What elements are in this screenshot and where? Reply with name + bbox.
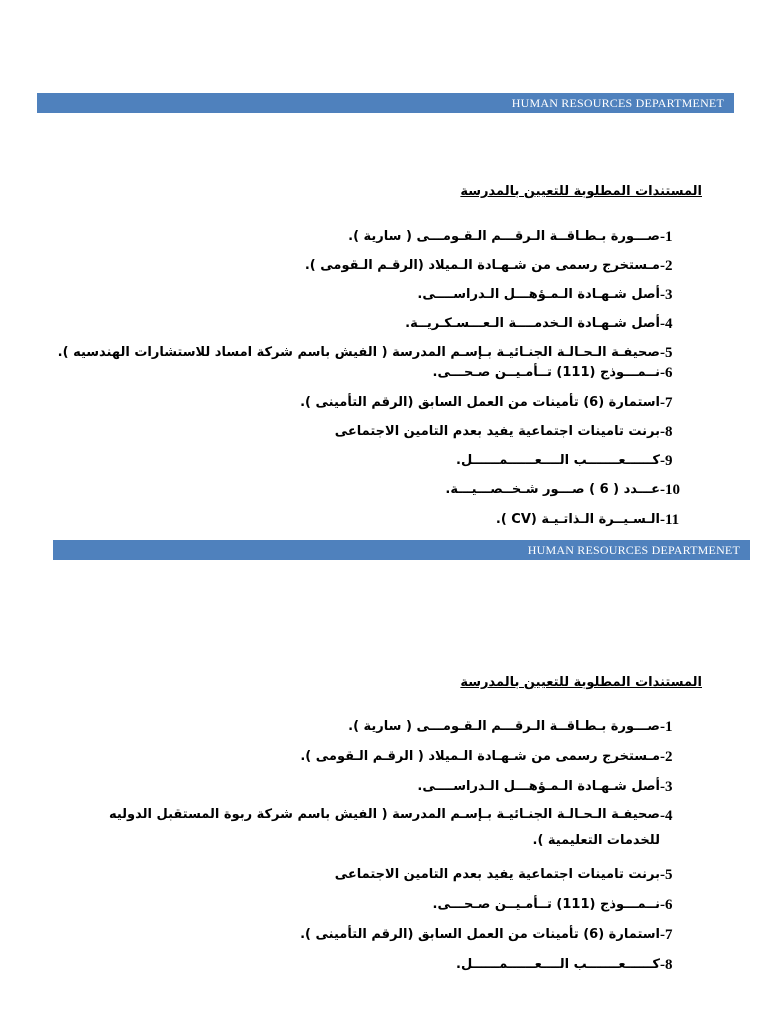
item-text: برنت تامينات اجتماعية يفيد بعدم التامين الاجتماعى — [334, 867, 660, 882]
item-number: -7 — [660, 395, 673, 411]
item-text: كــــــعـــــــب الــــعــــــمــــــل. — [456, 957, 660, 972]
list-item — [0, 424, 768, 444]
list-item — [0, 897, 768, 917]
department-header-banner: HUMAN RESOURCES DEPARTMENET — [37, 93, 734, 113]
item-number: -11 — [660, 512, 680, 528]
item-number: -10 — [660, 482, 680, 498]
list-item — [0, 802, 768, 858]
list-item — [0, 316, 768, 336]
list-item — [0, 395, 768, 415]
item-number: -6 — [660, 365, 673, 381]
list-item — [0, 365, 768, 385]
item-text: صحيفـة الـحـالـة الجنـائيـة بـإسـم المدرسة ( الفيش باسم شركة امساد للاستشارات الهندسيه ). — [57, 345, 660, 360]
item-number: -1 — [660, 229, 673, 245]
department-header-banner: HUMAN RESOURCES DEPARTMENET — [53, 540, 750, 560]
item-number: -1 — [660, 719, 673, 735]
list-item — [0, 719, 768, 739]
item-number: -2 — [660, 258, 673, 274]
item-text: صـــورة بـطـاقــة الـرقـــم الـقـومـــى ( سارية ). — [348, 719, 660, 734]
item-text: نــمـــوذج (111) تــأمـيــن صـحـــى. — [432, 365, 660, 380]
list-item — [0, 957, 768, 977]
item-number: -7 — [660, 927, 673, 943]
item-text: الـسـيــرة الـذاتـيـة (CV ). — [495, 512, 660, 527]
item-text: نــمـــوذج (111) تــأمـيــن صـحـــى. — [432, 897, 660, 912]
item-number: -9 — [660, 453, 673, 469]
list-item — [0, 867, 768, 887]
item-text: أصل شـهـادة الـخدمــــة الـعـــسـكـريــة. — [405, 316, 660, 331]
item-number: -3 — [660, 779, 673, 795]
item-text: كــــــعـــــــب الــــعــــــمــــــل. — [456, 453, 660, 468]
list-item — [0, 258, 768, 278]
item-text: صحيفـة الـحـالـة الجنـائيـة بـإسـم المدرسة ( الفيش باسم شركة ربوة المستقبل الدوليه للخدمات التعليمية ). — [108, 807, 660, 848]
item-text: استمارة (6) تأمينات من العمل السابق (الرقم التأمينى ). — [300, 395, 660, 410]
list-item — [0, 287, 768, 307]
list-item — [0, 749, 768, 769]
item-number: -2 — [660, 749, 673, 765]
item-text: أصل شـهـادة الـمـؤهـــل الـدراســــى. — [417, 779, 660, 794]
list-item — [0, 229, 768, 249]
item-text: مـستخرج رسمى من شـهـادة الـميلاد ( الرقـم الـقومى ). — [300, 749, 660, 764]
list-item — [0, 453, 768, 473]
list-item — [0, 512, 768, 532]
item-number: -8 — [660, 424, 673, 440]
list-item — [0, 779, 768, 799]
list-item — [0, 927, 768, 947]
item-number: -6 — [660, 897, 673, 913]
item-number: -8 — [660, 957, 673, 973]
item-number: -5 — [660, 867, 673, 883]
list-item — [0, 482, 768, 502]
section-title: المستندات المطلوبة للتعيين بالمدرسة — [460, 675, 702, 690]
item-number: -3 — [660, 287, 673, 303]
item-text: استمارة (6) تأمينات من العمل السابق (الرقم التأمينى ). — [300, 927, 660, 942]
item-number: -4 — [660, 808, 673, 824]
item-text: عـــدد ( 6 ) صـــور شـخــصـــيـــة. — [445, 482, 660, 497]
section-title: المستندات المطلوبة للتعيين بالمدرسة — [460, 184, 702, 199]
item-text: أصل شـهـادة الـمـؤهـــل الـدراســــى. — [417, 287, 660, 302]
list-item — [0, 345, 768, 365]
item-text: برنت تامينات اجتماعية يفيد بعدم التامين الاجتماعى — [334, 424, 660, 439]
item-text: مـستخرج رسمى من شـهـادة الـميلاد (الرقـم الـقومى ). — [304, 258, 660, 273]
item-number: -5 — [660, 345, 673, 361]
item-number: -4 — [660, 316, 673, 332]
item-text: صـــورة بـطـاقــة الـرقـــم الـقـومـــى ( سارية ). — [348, 229, 660, 244]
